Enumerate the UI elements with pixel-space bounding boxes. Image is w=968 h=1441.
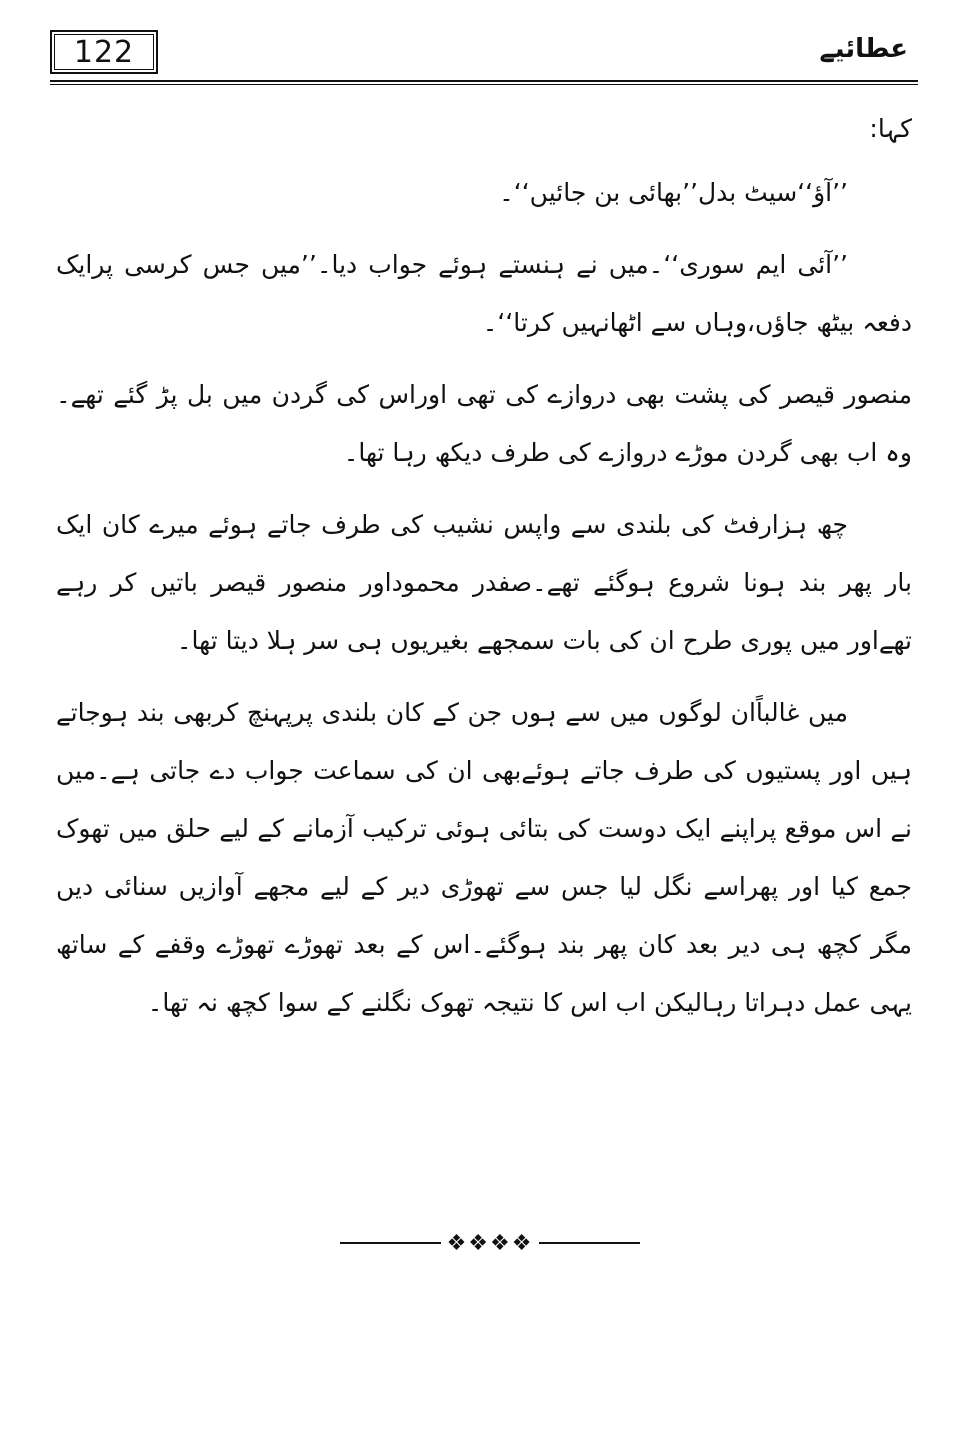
paragraph: کہا: [869, 114, 912, 143]
section-ornament [340, 1228, 640, 1258]
paragraph: ’’آؤ‘‘سیٹ بدل’’بھائی بن جائیں‘‘۔ [499, 178, 848, 207]
header-rule-thin [50, 84, 918, 85]
paragraph: میں غالباًان لوگوں میں سے ہوں جن کے کان بلندی پرپہنچ کربھی بند ہوجاتے ہیں اور پستیوں کی طرف جاتے ہوئےبھی ان کی سماعت جواب دے جاتی ہے۔میں نے اس موقع پراپنے ایک دوست کی بتائی ہوئی ترکیب آزمانے کے لیے حلق میں تھوک جمع کیا اور پھراسے نگل لیا جس سے تھوڑی دیر کے لیے مجھے آوازیں سنائی دیں مگر کچھ ہی دیر بعد کان پھر بند ہوگئے۔اس کے بعد تھوڑے تھوڑے وقفے کے ساتھ یہی عمل دہراتا رہالیکن اب اس کا نتیجہ تھوک نگلنے کے سوا کچھ نہ تھا۔ [56, 698, 912, 1017]
ornament-line-right [539, 1242, 640, 1244]
running-title: عطائیے [819, 34, 908, 64]
page-number-box [50, 30, 158, 74]
paragraph: منصور قیصر کی پشت بھی دروازے کی تھی اوراس کی گردن میں بل پڑ گئے تھے۔وہ اب بھی گردن موڑے دروازے کی طرف دیکھ رہا تھا۔ [56, 380, 912, 467]
page-number: 122 [73, 34, 135, 70]
paragraph: ’’آئی ایم سوری‘‘۔میں نے ہنستے ہوئے جواب دیا۔’’میں جس کرسی پرایک دفعہ بیٹھ جاؤں،وہاں سے اٹھانہیں کرتا‘‘۔ [56, 250, 912, 337]
page-body [56, 100, 912, 1046]
ornament-line-left [340, 1242, 441, 1244]
header-rule [50, 80, 918, 82]
paragraph: چھ ہزارفٹ کی بلندی سے واپس نشیب کی طرف جاتے ہوئے میرے کان ایک بار پھر بند ہونا شروع ہوگئے تھے۔صفدر محموداور منصور قیصر باتیں کر رہے تھےاور میں پوری طرح ان کی بات سمجھے بغیریوں ہی سر ہلا دیتا تھا۔ [56, 510, 912, 655]
diamond-ornament-icon: ❖❖❖❖ [446, 1230, 534, 1256]
